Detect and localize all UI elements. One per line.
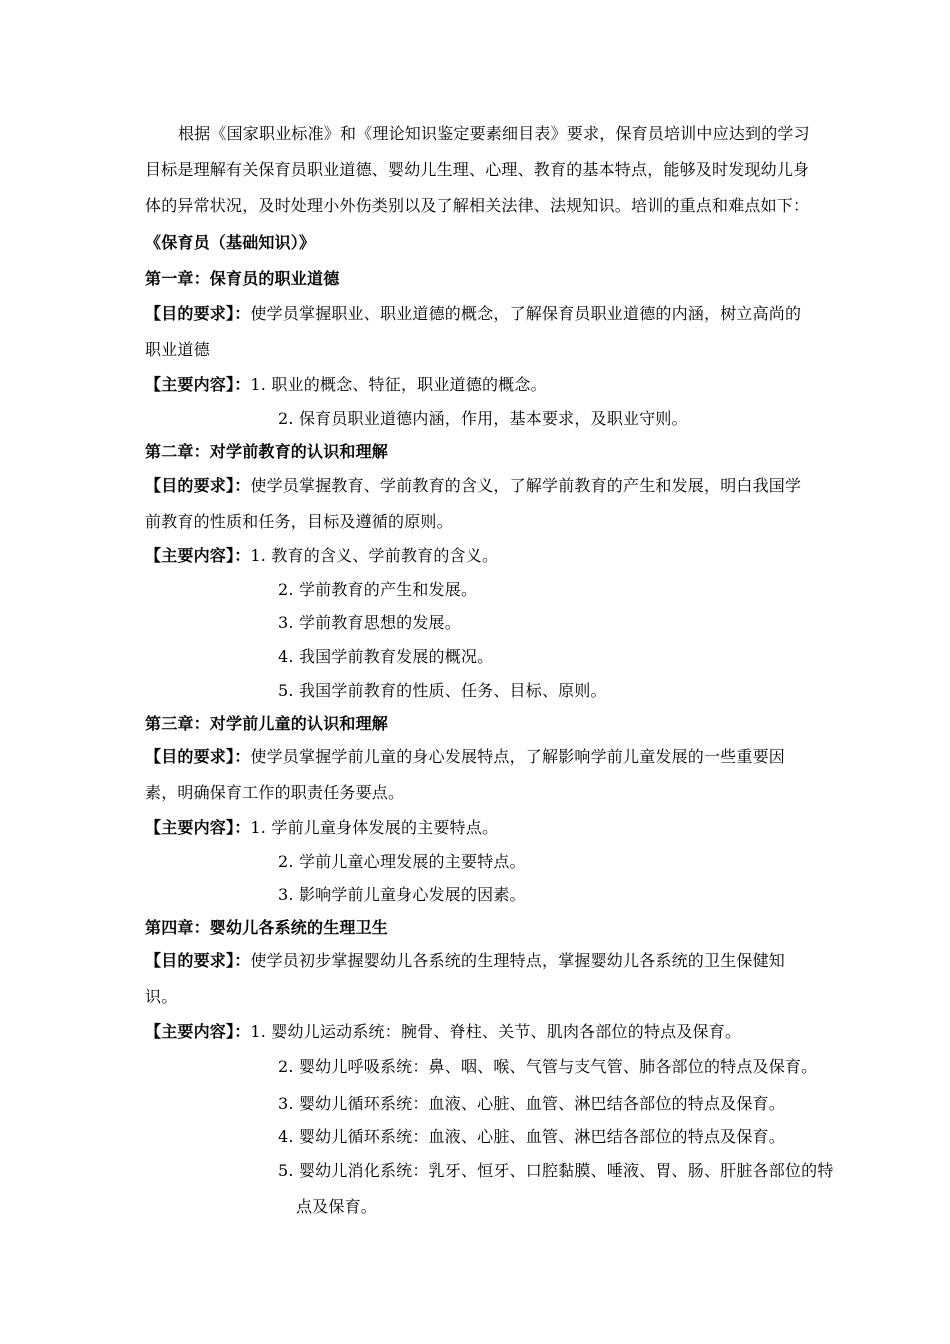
objective-label: 【目的要求】： bbox=[145, 304, 251, 323]
chapter-4-objective bbox=[145, 951, 785, 971]
objective-text: 使学员掌握职业、职业道德的概念，了解保育员职业道德的内涵，树立高尚的 bbox=[250, 304, 802, 323]
chapter-3-objective bbox=[145, 747, 785, 767]
objective-label: 【目的要求】： bbox=[145, 476, 251, 495]
list-item: 3. 婴幼儿循环系统：血液、心脏、血管、淋巴结各部位的特点及保育。 bbox=[278, 1094, 785, 1113]
book-title: 《保育员（基础知识）》 bbox=[145, 233, 316, 252]
intro-line-2: 目标是理解有关保育员职业道德、婴幼儿生理、心理、教育的基本特点，能够及时发现幼儿身 bbox=[145, 160, 810, 179]
objective-text: 使学员掌握教育、学前教育的含义，了解学前教育的产生和发展，明白我国学 bbox=[250, 476, 802, 495]
list-item: 2. 婴幼儿呼吸系统：鼻、咽、喉、气管与支气管、肺各部位的特点及保育。 bbox=[278, 1057, 818, 1076]
list-item: 1. 教育的含义、学前教育的含义。 bbox=[250, 546, 499, 565]
list-item: 4. 婴幼儿循环系统：血液、心脏、血管、淋巴结各部位的特点及保育。 bbox=[278, 1127, 785, 1146]
content-label: 【主要内容】： bbox=[145, 375, 251, 394]
list-item: 2. 保育员职业道德内涵，作用，基本要求，及职业守则。 bbox=[278, 409, 688, 428]
chapter-1-objective-cont: 职业道德 bbox=[145, 340, 210, 359]
intro-line-1: 根据《国家职业标准》和《理论知识鉴定要素细目表》要求，保育员培训中应达到的学习 bbox=[178, 124, 810, 143]
chapter-4-content bbox=[145, 1022, 741, 1042]
chapter-1-content bbox=[145, 375, 547, 395]
objective-label: 【目的要求】： bbox=[145, 747, 251, 766]
objective-text: 使学员初步掌握婴幼儿各系统的生理特点，掌握婴幼儿各系统的卫生保健知 bbox=[250, 951, 786, 970]
list-item: 3. 学前教育思想的发展。 bbox=[278, 613, 461, 632]
list-item: 5. 婴幼儿消化系统：乳牙、恒牙、口腔黏膜、唾液、胃、肠、肝脏各部位的特 bbox=[278, 1161, 834, 1180]
list-item: 2. 学前教育的产生和发展。 bbox=[278, 580, 478, 599]
chapter-1-objective bbox=[145, 304, 801, 324]
chapter-4-title: 第四章：婴幼儿各系统的生理卫生 bbox=[145, 918, 389, 937]
chapter-2-objective-cont: 前教育的性质和任务，目标及遵循的原则。 bbox=[145, 512, 453, 531]
intro-line-3: 体的异常状况，及时处理小外伤类别以及了解相关法律、法规知识。培训的重点和难点如下： bbox=[145, 196, 810, 215]
list-item: 1. 婴幼儿运动系统：腕骨、脊柱、关节、肌肉各部位的特点及保育。 bbox=[250, 1022, 742, 1041]
chapter-2-objective bbox=[145, 476, 801, 496]
content-label: 【主要内容】： bbox=[145, 818, 251, 837]
objective-label: 【目的要求】： bbox=[145, 951, 251, 970]
content-label: 【主要内容】： bbox=[145, 546, 251, 565]
chapter-3-title: 第三章：对学前儿童的认识和理解 bbox=[145, 714, 389, 733]
chapter-3-content bbox=[145, 818, 498, 838]
objective-text: 使学员掌握学前儿童的身心发展特点，了解影响学前儿童发展的一些重要因 bbox=[250, 747, 786, 766]
content-label: 【主要内容】： bbox=[145, 1022, 251, 1041]
chapter-2-title: 第二章：对学前教育的认识和理解 bbox=[145, 442, 389, 461]
list-item: 1. 学前儿童身体发展的主要特点。 bbox=[250, 818, 499, 837]
list-item: 1. 职业的概念、特征，职业道德的概念。 bbox=[250, 375, 547, 394]
list-item: 2. 学前儿童心理发展的主要特点。 bbox=[278, 852, 526, 871]
list-item: 5. 我国学前教育的性质、任务、目标、原则。 bbox=[278, 681, 607, 700]
chapter-1-title: 第一章：保育员的职业道德 bbox=[145, 269, 340, 288]
chapter-3-objective-cont: 素，明确保育工作的职责任务要点。 bbox=[145, 783, 405, 802]
chapter-2-content bbox=[145, 546, 498, 566]
list-item-cont: 点及保育。 bbox=[296, 1197, 378, 1216]
list-item: 4. 我国学前教育发展的概况。 bbox=[278, 647, 494, 666]
chapter-4-objective-cont: 识。 bbox=[145, 987, 178, 1006]
list-item: 3. 影响学前儿童身心发展的因素。 bbox=[278, 885, 526, 904]
